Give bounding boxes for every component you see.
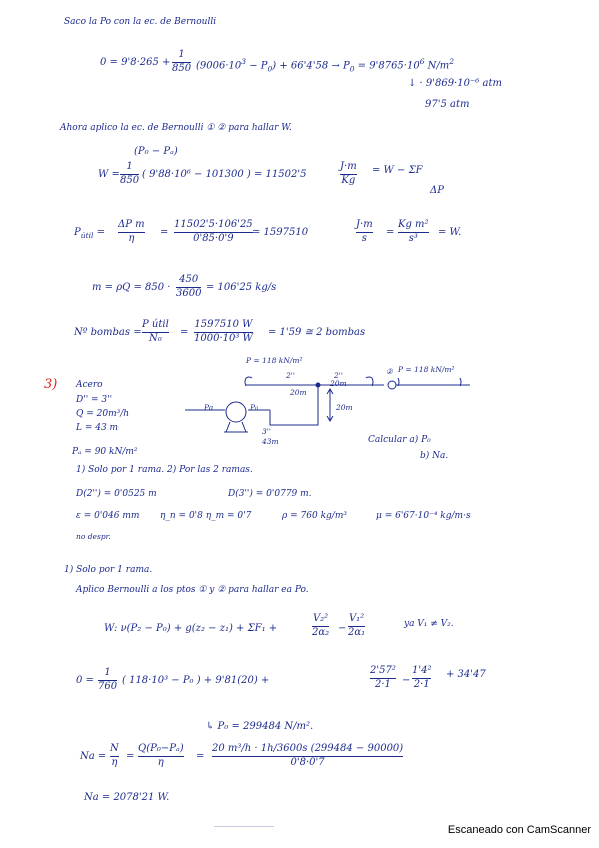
eq-p0-conversion: ↓ · 9'869·10⁻⁶ atm: [408, 78, 502, 89]
bernoulli-general: : ν(P₂ − P₀) + g(z₂ − z₁) + ΣF₁ +: [114, 623, 278, 634]
result-p0: ↳ P₀ = 299484 N/m².: [206, 721, 314, 732]
pumps-frac2: 1597510 W 1000·10³ W: [194, 319, 253, 344]
bernoulli-note: ya V₁ ≠ V₂.: [404, 619, 454, 629]
diagram-pipe-size-b: 2'': [334, 371, 343, 380]
mass-flow-frac: 450 3600: [176, 274, 202, 299]
eq-p0-frac: 1 850: [172, 49, 192, 74]
result-na: Na = 2078'21 W.: [84, 792, 170, 803]
w-eq-unit: J·m Kg: [340, 161, 357, 186]
putil-eq1: =: [160, 227, 169, 238]
na-frac1: N η: [110, 743, 119, 768]
na-eq1: =: [126, 751, 135, 762]
pumps-eq: =: [180, 327, 189, 338]
putil-frac1: ΔP m η: [118, 219, 145, 244]
w-eq-label: W =: [98, 169, 120, 180]
diagram-point-2: ②: [386, 367, 393, 376]
calculate-b: b) Na.: [420, 451, 449, 461]
diagram-length-main: 43m: [262, 437, 279, 446]
w-eq-frac: 1 850: [120, 161, 140, 186]
given-material: Acero: [76, 380, 103, 390]
diagram-pipe-size-a: 2'': [286, 371, 295, 380]
diagram-label-pa: Pa: [204, 403, 214, 412]
w-eq-delta-p: ΔP: [430, 185, 444, 196]
sub-eq-zero: 0 =: [76, 675, 94, 686]
viscosity: μ = 6'67·10⁻⁴ kg/m·s: [376, 511, 471, 521]
calculate-a: Calcular a) P₀: [368, 435, 431, 445]
w-eq-relation: = W − ΣF: [372, 165, 423, 176]
scan-artifact: [214, 826, 274, 827]
diagram-height: 20m: [336, 403, 353, 412]
bernoulli-minus: −: [338, 623, 347, 634]
sub-eq-v2: 2'57² 2·1: [370, 665, 396, 690]
putil-value: = 1597510: [252, 227, 309, 238]
sub-eq-body: ( 118·10³ − P₀ ) + 9'81(20) +: [122, 675, 270, 686]
diagram-length-b: 20m: [330, 379, 347, 388]
sub-eq-frac: 1 760: [98, 667, 118, 692]
bernoulli-w-heading: Ahora aplico la ec. de Bernoulli ① ② para hallar W.: [60, 123, 292, 133]
note-small: no despr.: [76, 532, 111, 541]
given-diameter: D'' = 3'': [76, 395, 113, 405]
na-eq2: =: [196, 751, 205, 762]
putil-eq2: =: [386, 227, 395, 238]
diameter-3in: D(3'') = 0'0779 m.: [228, 489, 312, 499]
putil-label: $P_{útil}$ =: [74, 227, 105, 240]
bernoulli-heading: Saco la Po con la ec. de Bernoulli: [64, 17, 217, 27]
solution-bernoulli-intro: Aplico Bernoulli a los ptos ① y ② para hallar ea Po.: [76, 585, 309, 595]
scanner-watermark: Escaneado con CamScanner: [447, 824, 591, 836]
sub-eq-minus: −: [402, 675, 411, 686]
mass-flow-eq: m = ρQ = 850 ·: [92, 282, 171, 293]
diameter-2in: D(2'') = 0'0525 m: [76, 489, 157, 499]
w-pressure-diff: (P₀ − Pₐ): [134, 146, 178, 157]
putil-unit-si: Kg m² s³: [398, 219, 429, 244]
diagram-pipe-size-main: 3'': [262, 427, 271, 436]
efficiencies: η_n = 0'8 η_m = 0'7: [160, 511, 252, 521]
cases-list: 1) Solo por 1 rama. 2) Por las 2 ramas.: [76, 465, 253, 475]
w-eq-body: ( 9'88·10⁶ − 101300 ) = 11502'5: [142, 169, 307, 180]
bernoulli-v2: V₂² 2α₂: [312, 613, 330, 638]
diagram-label-p0: P₀: [250, 403, 259, 412]
given-pa: Pₐ = 90 kN/m²: [72, 447, 138, 457]
diagram-pressure-right: P = 118 kN/m²: [398, 365, 455, 374]
given-length: L = 43 m: [76, 423, 119, 433]
na-frac3: 20 m³/h · 1h/3600s (299484 − 90000) 0'8·0'7: [212, 743, 404, 768]
pumps-result: = 1'59 ≅ 2 bombas: [268, 327, 366, 338]
problem-3-number: 3): [44, 377, 58, 392]
putil-watts: = W.: [438, 227, 462, 238]
bernoulli-w: W: [104, 623, 115, 634]
roughness: ε = 0'046 mm: [76, 511, 140, 521]
bernoulli-v1: V₁² 2α₁: [348, 613, 366, 638]
density: ρ = 760 kg/m³: [282, 511, 347, 521]
diagram-length-a: 20m: [290, 388, 307, 397]
na-label: Na =: [80, 751, 107, 762]
diagram-pressure-left: P = 118 kN/m²: [246, 356, 303, 365]
eq-p0-part1: 0 = 9'8·265 +: [100, 57, 171, 68]
solution-case-1: 1) Solo por 1 rama.: [64, 565, 153, 575]
mass-flow-result: = 106'25 kg/s: [206, 282, 277, 293]
pumps-label: Nº bombas =: [74, 327, 142, 338]
eq-p0-part2: $(9006\cdot 10^3 - P_0) + 66'4'58 \to P_0 = 9'8765\cdot 10^6$ $N/m^2$: [196, 57, 455, 74]
given-flow: Q = 20m³/h: [76, 409, 130, 419]
putil-frac2: 11502'5·106'25 0'85·0'9: [174, 219, 253, 244]
na-frac2: Q(P₀−Pₐ) η: [138, 743, 184, 768]
sub-eq-friction: + 34'47: [446, 669, 486, 680]
sub-eq-v1: 1'4² 2·1: [412, 665, 432, 690]
eq-p0-atm: 97'5 atm: [425, 99, 470, 110]
pumps-frac1: P útil N₀: [142, 319, 169, 344]
putil-unit: J·m s: [356, 219, 373, 244]
